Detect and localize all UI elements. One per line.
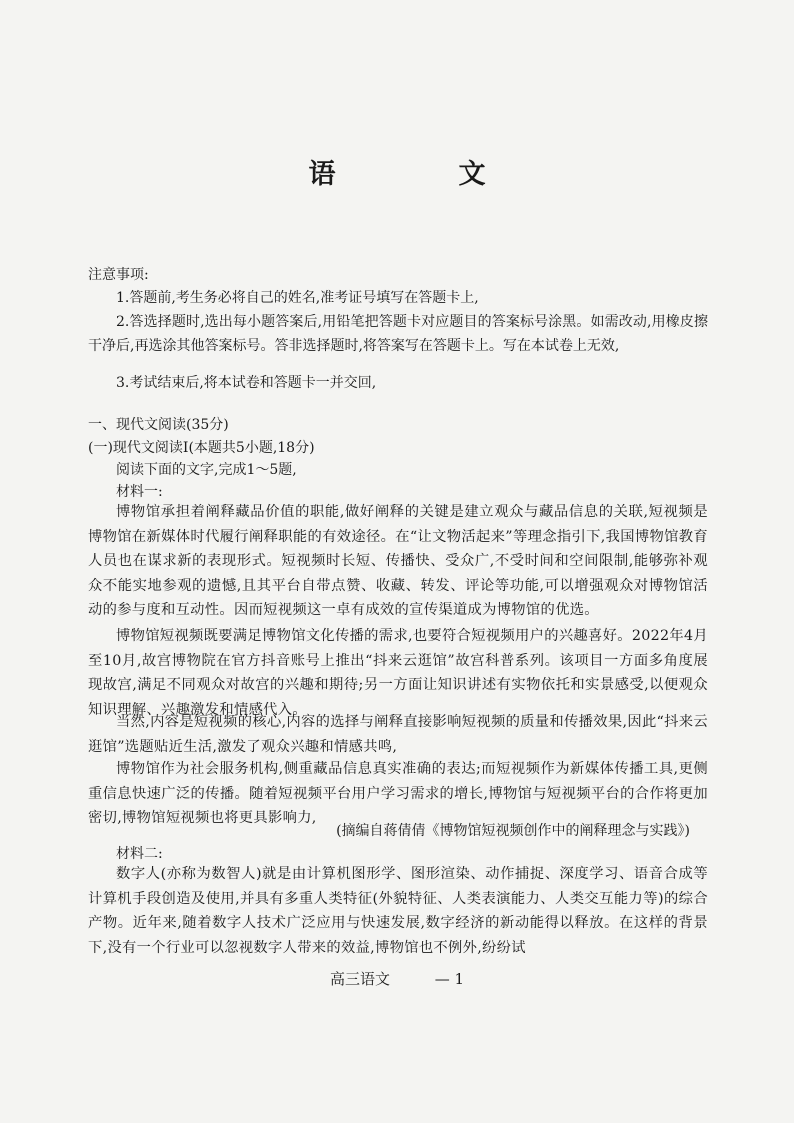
footer-label: 高三语文 — [329, 970, 390, 988]
section-heading: 一、现代文阅读(35分) — [88, 417, 229, 433]
notes-heading: 注意事项: — [88, 267, 149, 283]
material-1-paragraph-1: 博物馆承担着阐释藏品价值的职能,做好阐释的关键是建立观众与藏品信息的关联,短视频是博物馆在新媒体时代履行阐释职能的有效途径。在“让文物活起来”等理念指引下,我国博物馆教育人员也在谋求新的表现形式。短视频时长短、传播快、受众广,不受时间和空间限制,能够弥补观众不能实地参观的遗憾,且其平台自带点赞、收藏、转发、评论等功能,可以增强观众对博物馆活动的参与度和互动性。因而短视频这一卓有成效的宣传渠道成为博物馆的优选。 — [88, 504, 708, 618]
material-1-paragraph-4: 博物馆作为社会服务机构,侧重藏品信息真实准确的表达;而短视频作为新媒体传播工具,更侧重信息快速广泛的传播。随着短视频平台用户学习需求的增长,博物馆与短视频平台的合作将更加密切,博物馆短视频也将更具影响力, — [88, 761, 708, 826]
material-1-source: (摘编自蒋倩倩《博物馆短视频创作中的阐释理念与实践》) — [336, 823, 690, 839]
note-item-2: 2.答选择题时,选出每小题答案后,用铅笔把答题卡对应题目的答案标号涂黑。如需改动,用橡皮擦干净后,再选涂其他答案标号。答非选择题时,将答案写在答题卡上。写在本试卷上无效, — [88, 314, 708, 354]
page-number: — 1 — [434, 970, 465, 988]
instruction: 阅读下面的文字,完成1～5题, — [116, 462, 297, 478]
page-footer — [0, 968, 794, 989]
note-item-1: 1.答题前,考生务必将自己的姓名,准考证号填写在答题卡上, — [116, 290, 479, 306]
page-title: 语 文 — [308, 159, 534, 190]
note-item-3: 3.考试结束后,将本试卷和答题卡一并交回, — [116, 375, 377, 391]
material-1-paragraph-2: 博物馆短视频既要满足博物馆文化传播的需求,也要符合短视频用户的兴趣喜好。2022年4月至10月,故宫博物院在官方抖音账号上推出“抖来云逛馆”故宫科普系列。该项目一方面多角度展现故宫,满足不同观众对故宫的兴趣和期待;另一方面让知识讲述有实物依托和实景感受,以便观众知识理解、兴趣激发和情感代入。 — [88, 628, 708, 718]
material-2-paragraph-1: 数字人(亦称为数智人)就是由计算机图形学、图形渲染、动作捕捉、深度学习、语音合成等计算机手段创造及使用,并具有多重人类特征(外貌特征、人类表演能力、人类交互能力等)的综合产物。近年来,随着数字人技术广泛应用与快速发展,数字经济的新动能得以释放。在这样的背景下,没有一个行业可以忽视数字人带来的效益,博物馆也不例外,纷纷试 — [88, 866, 708, 956]
subsection-heading: (一)现代文阅读Ⅰ(本题共5小题,18分) — [88, 440, 315, 456]
material-1-paragraph-3: 当然,内容是短视频的核心,内容的选择与阐释直接影响短视频的质量和传播效果,因此“抖来云逛馆”选题贴近生活,激发了观众兴趣和情感共鸣, — [88, 714, 708, 755]
material-2-label: 材料二: — [116, 846, 163, 862]
material-1-label: 材料一: — [116, 484, 163, 500]
